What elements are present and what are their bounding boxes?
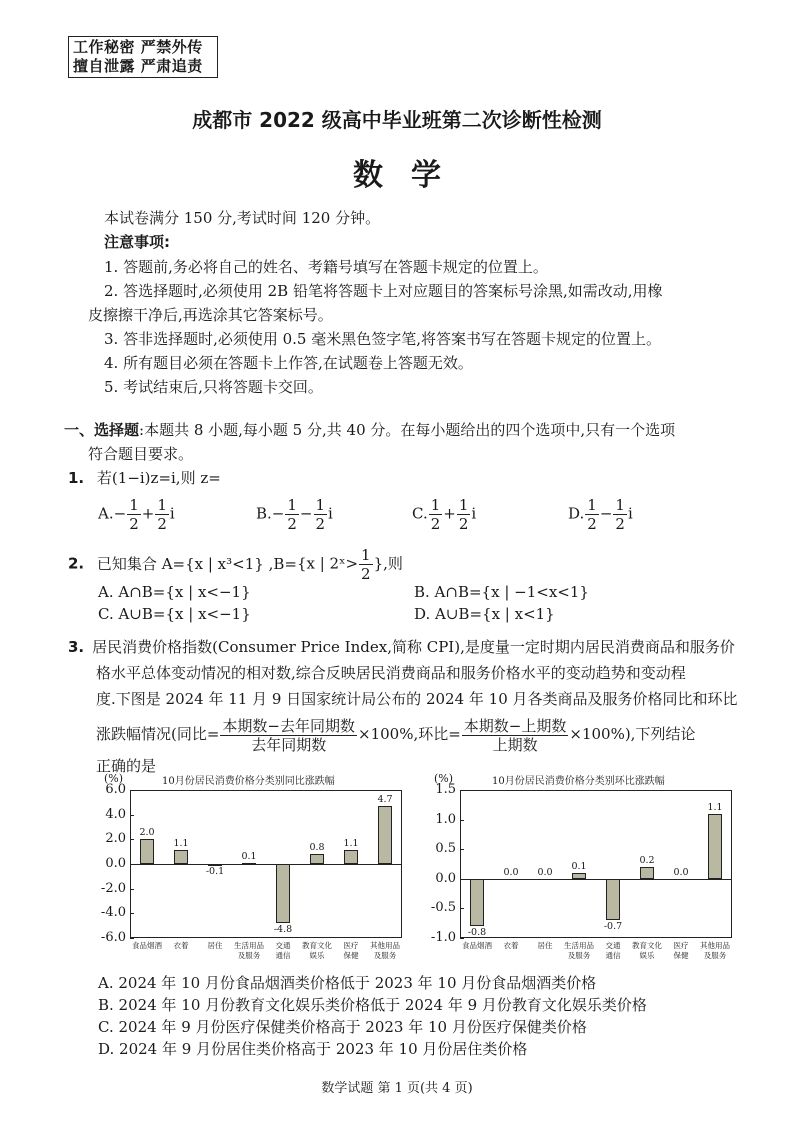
y-tick-mark (130, 790, 134, 791)
data-bar (708, 814, 722, 879)
bar-value-label: 0.8 (309, 842, 325, 854)
notes-heading: 注意事项: (104, 233, 170, 251)
bar-value-label: -0.1 (205, 866, 225, 878)
bar-value-label: 1.1 (173, 838, 189, 850)
note-item-5: 5. 考试结束后,只将答题卡交回。 (104, 378, 323, 396)
question-number: 2. (68, 554, 85, 573)
yoy-denominator: 去年同期数 (251, 735, 327, 754)
chart-title: 10月份居民消费价格分类别环比涨跌幅 (492, 776, 665, 787)
q3-options (98, 972, 647, 1060)
x-category-label: 医疗 保健 (673, 941, 689, 960)
bar-value-label: 0.1 (241, 850, 257, 862)
q3-option-a[interactable]: A. 2024 年 10 月份食品烟酒类价格低于 2023 年 10 月份食品烟酒类价格 (98, 974, 597, 992)
y-tick-label: -2.0 (100, 880, 126, 896)
note-item-2: 2. 答选择题时,必须使用 2B 铅笔将答题卡上对应题目的答案标号涂黑,如需改动,用橡 (104, 282, 663, 300)
bar-value-label: -4.8 (273, 924, 293, 936)
q3-option-d[interactable]: D. 2024 年 9 月份居住类价格高于 2023 年 10 月份居住类价格 (98, 1040, 528, 1058)
data-bar (470, 879, 484, 926)
y-tick-label: 1.5 (435, 782, 456, 797)
instructions (88, 206, 663, 399)
confidential-stamp (68, 36, 218, 78)
formula-line: 涨跌幅情况(同比= $\frac{\text{本期数−去年同期数}}{\text{去年同期数}}$ ×100%,环比= $\frac{\text{本期数−上期数}}{\text{上期数}}$ ×100%),下列结论 (96, 716, 696, 754)
data-bar (344, 850, 358, 864)
q1-option-d[interactable]: D. $\frac{1}{2}$ − $\frac{1}{2}$ i (568, 496, 633, 533)
x-category-label: 居住 (537, 941, 553, 950)
q2-option-c[interactable]: C. A∪B={x | x<−1} (98, 605, 251, 623)
q1-option-b[interactable]: B.− $\frac{1}{2}$ − $\frac{1}{2}$ i (256, 496, 333, 533)
x-category-label: 教育文化 娱乐 (632, 941, 662, 960)
x-category-label: 衣着 (503, 941, 519, 950)
data-bar (276, 864, 290, 923)
question-2: 2. 已知集合 A={x | x³<1} ,B={x | 2ˣ> $\frac{1}{2}$ },则 (68, 546, 403, 583)
x-category-label: 其他用品 及服务 (700, 941, 730, 960)
x-category-label: 生活用品 及服务 (234, 941, 264, 960)
bar-value-label: 0.2 (639, 854, 655, 866)
bar-value-label: 1.1 (707, 801, 723, 813)
y-tick-label: 0.5 (435, 841, 456, 857)
bar-value-label: 0.1 (571, 860, 587, 872)
bar-value-label: 2.0 (139, 827, 155, 839)
question-stem: 若(1−i)z=i,则 z= (96, 469, 221, 487)
x-category-label: 居住 (207, 941, 223, 950)
mom-denominator: 上期数 (492, 735, 538, 754)
data-bar (572, 873, 586, 879)
subject-title: 数学 (353, 158, 469, 193)
q2-option-a[interactable]: A. A∩B={x | x<−1} (98, 583, 251, 601)
y-tick-label: 4.0 (105, 806, 126, 822)
zero-baseline (460, 879, 732, 880)
y-tick-label: 0.0 (105, 856, 126, 871)
data-bar (606, 879, 620, 920)
y-tick-label: 0.0 (435, 870, 456, 886)
x-category-label: 交通 通信 (605, 941, 621, 960)
y-tick-mark (460, 820, 464, 821)
q2-option-b[interactable]: B. A∩B={x | −1<x<1} (414, 583, 589, 601)
y-tick-label: 6.0 (105, 782, 126, 797)
question-number: 3. (68, 638, 85, 656)
exam-title: 成都市 2022 级高中毕业班第二次诊断性检测 (192, 108, 602, 132)
yoy-numerator: 本期数−去年同期数 (222, 716, 355, 735)
x-category-label: 食品烟酒 (462, 941, 492, 950)
chart-unit: (%) (104, 772, 124, 785)
q2-option-d[interactable]: D. A∪B={x | x<1} (414, 605, 555, 623)
data-bar (378, 806, 392, 864)
x-category-label: 教育文化 娱乐 (302, 941, 332, 960)
y-tick-mark (130, 889, 134, 890)
q3-option-c[interactable]: C. 2024 年 9 月份医疗保健类价格高于 2023 年 10 月份医疗保健类价格 (98, 1018, 587, 1036)
x-category-label: 医疗 保健 (343, 941, 359, 960)
mom-numerator: 本期数−上期数 (463, 716, 567, 735)
mom-chart (420, 768, 740, 968)
bar-value-label: 0.0 (503, 866, 519, 878)
y-tick-label: -4.0 (100, 905, 126, 921)
x-category-label: 其他用品 及服务 (370, 941, 400, 960)
bar-value-label: -0.8 (467, 927, 487, 939)
section-label: 一、选择题 (64, 421, 140, 439)
question-1 (68, 466, 221, 490)
chart-title: 10月份居民消费价格分类别同比涨跌幅 (162, 776, 335, 787)
page-footer: 数学试题 第 1 页(共 4 页) (321, 1081, 473, 1096)
data-bar (140, 839, 154, 864)
q1-option-c[interactable]: C. $\frac{1}{2}$ + $\frac{1}{2}$ i (412, 496, 477, 533)
data-bar (310, 854, 324, 864)
y-tick-label: 1.0 (435, 811, 456, 827)
y-tick-mark (460, 908, 464, 909)
section-description-cont: 符合题目要求。 (88, 445, 194, 463)
chart-unit: (%) (434, 772, 454, 785)
y-tick-mark (130, 839, 134, 840)
section-header (64, 418, 675, 466)
x-category-label: 食品烟酒 (132, 941, 162, 950)
data-bar (174, 850, 188, 864)
x-category-label: 交通 通信 (275, 941, 291, 960)
y-tick-mark (130, 815, 134, 816)
y-tick-label: 2.0 (105, 831, 126, 847)
y-tick-mark (130, 938, 134, 939)
y-tick-label: -0.5 (430, 900, 456, 916)
section-description: :本题共 8 小题,每小题 5 分,共 40 分。在每小题给出的四个选项中,只有一个选项 (139, 421, 676, 439)
stamp-line-1: 工作秘密 严禁外传 (73, 38, 203, 56)
note-item-4: 4. 所有题目必须在答题卡上作答,在试题卷上答题无效。 (104, 354, 473, 372)
data-bar (242, 863, 256, 865)
yoy-chart (90, 768, 410, 968)
data-bar (640, 867, 654, 879)
bar-value-label: 0.0 (537, 866, 553, 878)
bar-value-label: 4.7 (377, 794, 393, 806)
y-tick-mark (460, 849, 464, 850)
note-item-1: 1. 答题前,务必将自己的姓名、考籍号填写在答题卡规定的位置上。 (104, 258, 548, 276)
bar-value-label: 0.0 (673, 866, 689, 878)
plot-area (460, 790, 732, 938)
q3-option-b[interactable]: B. 2024 年 10 月份教育文化娱乐类价格低于 2024 年 9 月份教育文化娱乐类价格 (98, 996, 647, 1014)
stamp-line-2: 擅自泄露 严肃追责 (73, 57, 203, 75)
bar-value-label: -0.7 (603, 921, 623, 933)
y-tick-mark (130, 913, 134, 914)
x-category-label: 生活用品 及服务 (564, 941, 594, 960)
question-number: 1. (68, 469, 85, 487)
x-category-label: 衣着 (173, 941, 189, 950)
y-tick-label: -6.0 (100, 930, 126, 945)
q1-option-a[interactable]: A.− $\frac{1}{2}$ + $\frac{1}{2}$ i (98, 496, 175, 533)
zero-baseline (130, 864, 402, 865)
y-tick-mark (460, 790, 464, 791)
note-item-2-cont: 皮擦擦干净后,再选涂其它答案标号。 (88, 306, 333, 324)
exam-intro: 本试卷满分 150 分,考试时间 120 分钟。 (104, 209, 381, 227)
bar-value-label: 1.1 (343, 838, 359, 850)
note-item-3: 3. 答非选择题时,必须使用 0.5 毫米黑色签字笔,将答案书写在答题卡规定的位置上。 (104, 330, 662, 348)
y-tick-label: -1.0 (430, 930, 456, 945)
question-3: 3. 居民消费价格指数(Consumer Price Index,简称 CPI),是度量一定时期内居民消费商品和服务价 格水平总体变动情况的相对数,综合反映居民消费商品和服务价格水平的变动趋势和变动程 度.下图是 2024 年 11 月 9 日国家统计局公布的 2024 年 10 月各类商品及服务价格同比和环比 涨跌幅情况(同比= $\frac{\text{本期数−去年同期数}}{\text{去年同期数}}$ ×100%,环比= $\frac{\text{本期数−上期数}}{\text{上期数}}$ ×100%),下列结论 正确的是 (68, 638, 738, 775)
